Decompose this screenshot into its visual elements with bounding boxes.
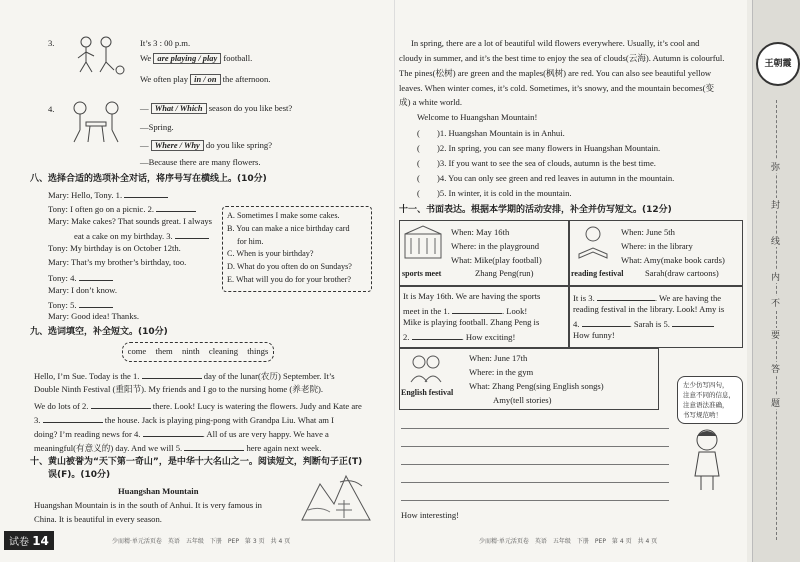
- word-cleaning: cleaning: [208, 346, 239, 356]
- q3-line3-a: We often play: [140, 74, 188, 84]
- passage-cont-4: leaves. When winter comes, it’s cold. Sometimes, it’s snowy, and the mountain becomes(变: [399, 83, 715, 93]
- q4-line3-dash: —: [140, 140, 149, 150]
- text2-line-1: It is 3. . We are having the: [573, 293, 722, 303]
- text1-line-1: It is May 16th. We are having the sports: [403, 291, 541, 301]
- card1-what: What: Mike(play football): [451, 255, 542, 265]
- card2-where: Where: in the library: [621, 241, 693, 251]
- tf-item-5[interactable]: ( )5. In winter, it is cold in the mountain.: [417, 188, 572, 198]
- q3-choice-box-2[interactable]: in / on: [190, 74, 220, 85]
- section11-title: 十一、书面表达。根据本学期的活动安排，补全并仿写短文。(12分): [399, 205, 672, 215]
- card2-what2: Sarah(draw cartoons): [645, 268, 719, 278]
- mountain-pine-figure: [300, 470, 372, 522]
- card3-when: When: June 17th: [469, 353, 528, 363]
- section10-title-1: 十、黄山被誉为“天下第一奇山”，是中华十大名山之一。阅读短文，判断句子正(T): [30, 457, 363, 467]
- paper-tag: [4, 531, 54, 550]
- card3-what2: Amy(tell stories): [493, 395, 552, 405]
- paper-tag-number: 14: [32, 534, 49, 548]
- passage-line-1: Huangshan Mountain is in the south of Anhui. It is very famous in: [34, 500, 262, 510]
- card2-label: reading festival: [571, 269, 624, 278]
- s8-option-d: D. What do you often do on Sundays?: [227, 262, 352, 272]
- football-kids-figure: [68, 34, 128, 76]
- seal-char-6: 要: [771, 328, 780, 341]
- q4-choice-box-1[interactable]: What / Which: [151, 103, 207, 114]
- left-footer-text: 少而精·单元活页卷 英语 五年级 下册 PEP 第 3 页 共 4 页: [112, 538, 291, 545]
- section8-title: 八、选择合适的选项补全对话，将序号写在横线上。(10分): [30, 174, 267, 184]
- s9-line-6: meaningful(有意义的) day. And we will 5. here again next week.: [34, 443, 322, 453]
- section9-title: 九、选词填空，补全短文。(10分): [30, 327, 168, 337]
- s9-line-4: 3. the house. Jack is playing ping-pong with Grandpa Liu. What am I: [34, 415, 334, 425]
- word-them: them: [155, 346, 173, 356]
- s9-blank-5[interactable]: [184, 441, 244, 451]
- s8-option-b2: for him.: [237, 236, 264, 246]
- s8-blank-4[interactable]: [79, 271, 113, 281]
- text1-line-4: 2. . How exciting!: [403, 332, 516, 342]
- s9-blank-4[interactable]: [143, 427, 203, 437]
- tf-item-1[interactable]: ( )1. Huangshan Mountain is in Anhui.: [417, 128, 565, 138]
- card1-when: When: May 16th: [451, 227, 510, 237]
- passage-cont-5: 成) a white world.: [399, 97, 463, 107]
- passage-line-2: China. It is beautiful in every season.: [34, 514, 162, 524]
- s8-line-2: Tony: I often go on a picnic. 2.: [48, 202, 196, 215]
- tf-item-4[interactable]: ( )4. You can only see green and red leaves in autumn in the mountain.: [417, 173, 675, 183]
- left-page: [0, 0, 394, 562]
- q4-line2: —Spring.: [140, 122, 174, 132]
- q3-choice-box-1[interactable]: are playing / play: [153, 53, 221, 64]
- s8-option-b: B. You can make a nice birthday card: [227, 223, 350, 233]
- seal-char-4: 内: [771, 270, 780, 283]
- table-kids-figure: [66, 98, 128, 146]
- seal-char-8: 题: [771, 396, 780, 409]
- binding-margin-strip: [752, 0, 800, 562]
- s8-line-5: Tony: My birthday is on October 12th.: [48, 243, 181, 253]
- s8-line-9: Tony: 5.: [48, 298, 113, 311]
- s8-blank-5[interactable]: [79, 298, 113, 308]
- q4-line3-b: do you like spring?: [205, 140, 273, 150]
- s9-blank-3[interactable]: [43, 413, 103, 423]
- q4-line4: —Because there are many flowers.: [140, 157, 261, 167]
- q4-line1: [140, 103, 292, 114]
- card3-what: What: Zhang Peng(sing English songs): [469, 381, 604, 391]
- word-things: things: [247, 346, 269, 356]
- text1-blank-1[interactable]: [452, 304, 502, 314]
- q3-line2: [140, 53, 252, 64]
- s8-option-e: E. What will you do for your brother?: [227, 274, 351, 284]
- s9-blank-2[interactable]: [91, 399, 151, 409]
- english-festival-icon: [405, 352, 445, 384]
- card2-when: When: June 5th: [621, 227, 675, 237]
- s8-blank-1[interactable]: [124, 188, 168, 198]
- seal-char-3: 线: [771, 234, 780, 247]
- q3-line3-b: the afternoon.: [222, 74, 271, 84]
- tf-item-2[interactable]: ( )2. In spring, you can see many flowers in Huangshan Mountain.: [417, 143, 661, 153]
- passage-cont-1: In spring, there are a lot of beautiful wild flowers everywhere. Usually, it’s cool and: [411, 38, 700, 48]
- seal-char-7: 答: [771, 362, 780, 375]
- text2-line-4: How funny!: [573, 330, 615, 340]
- s8-line-8: Mary: I don’t know.: [48, 285, 117, 295]
- tf-item-3[interactable]: ( )3. If you want to see the sea of clouds, autumn is the best time.: [417, 158, 656, 168]
- s9-line-2: Double Ninth Festival (重阳节). My friends and I go to the nursing home (养老院).: [34, 384, 324, 394]
- right-footer-text: 少而精·单元活页卷 英语 五年级 下册 PEP 第 4 页 共 4 页: [479, 538, 658, 545]
- word-bank: [122, 342, 274, 362]
- s8-option-c: C. When is your birthday?: [227, 249, 314, 259]
- passage-title: Huangshan Mountain: [118, 486, 199, 496]
- text2-line-2: reading festival in the library. Look! Amy is: [573, 304, 725, 314]
- s9-blank-1[interactable]: [142, 369, 202, 379]
- writing-line-5[interactable]: [401, 500, 669, 501]
- writing-line-4[interactable]: [401, 482, 669, 483]
- s8-option-a: A. Sometimes I make some cakes.: [227, 211, 340, 220]
- text1-blank-2[interactable]: [412, 330, 462, 340]
- word-come: come: [127, 346, 147, 356]
- text1-line-3: Mike is playing football. Zhang Peng is: [403, 317, 540, 327]
- s8-line-1: Mary: Hello, Tony. 1.: [48, 188, 168, 201]
- brand-logo: [756, 42, 800, 86]
- writing-line-2[interactable]: [401, 446, 669, 447]
- paper-tag-label: 试卷: [9, 537, 29, 548]
- brand-logo-text: 王朝霞: [764, 59, 792, 69]
- text2-blank-4[interactable]: [582, 317, 630, 327]
- seal-char-5: 不: [771, 296, 780, 309]
- section10-title-2: 误(F)。(10分): [48, 470, 111, 480]
- s8-line-4: eat a cake on my birthday. 3.: [74, 229, 209, 242]
- writing-line-3[interactable]: [401, 464, 669, 465]
- sports-meet-icon: [403, 224, 443, 262]
- tip-line-4: 书写规范哟！: [683, 411, 722, 419]
- s8-blank-3[interactable]: [175, 229, 209, 239]
- ending-text: How interesting!: [401, 510, 459, 520]
- reading-festival-icon: [575, 224, 611, 260]
- card1-what2: Zhang Peng(run): [475, 268, 534, 278]
- q3-line2-b: football.: [223, 53, 253, 63]
- s8-blank-2[interactable]: [156, 202, 196, 212]
- writing-line-1[interactable]: [401, 428, 669, 429]
- s9-line-3: We do lots of 2. there. Look! Lucy is watering the flowers. Judy and Kate are: [34, 401, 362, 411]
- tip-line-3: 注意语法准确，: [683, 401, 729, 409]
- q3-line3: [140, 74, 270, 85]
- card3-label: English festival: [401, 388, 454, 397]
- s8-line-7: Tony: 4.: [48, 271, 113, 284]
- card2-what: What: Amy(make book cards): [621, 255, 725, 265]
- seal-char-1: 弥: [771, 160, 780, 173]
- s8-options-box: [222, 206, 372, 292]
- card1-label: sports meet: [402, 269, 442, 278]
- q4-choice-box-2[interactable]: Where / Why: [151, 140, 204, 151]
- card1-where: Where: in the playground: [451, 241, 540, 251]
- passage-cont-6: Welcome to Huangshan Mountain!: [417, 112, 538, 122]
- tip-line-2: 注意不同的信息，: [683, 391, 735, 399]
- text2-line-3: 4. . Sarah is 5.: [573, 317, 714, 330]
- seal-char-2: 封: [771, 198, 780, 211]
- tip-bubble: [677, 376, 743, 424]
- s8-line-3: Mary: Make cakes? That sounds great. I always: [48, 216, 213, 226]
- s9-line-5: doing? I’m reading news for 4. . All of us are very happy. We have a: [34, 429, 329, 439]
- q3-number: 3.: [48, 38, 55, 48]
- q3-line2-a: We: [140, 53, 152, 63]
- q4-line1-dash: —: [140, 103, 149, 113]
- text2-blank-5[interactable]: [672, 317, 714, 327]
- passage-cont-2: cloudy in summer, and it’s the best time to enjoy the sea of clouds(云海). Autumn is colourful.: [399, 53, 725, 63]
- text1-line-2: meet in the 1. . Look!: [403, 306, 528, 316]
- q4-line3: [140, 140, 272, 151]
- s8-line-6: Mary: That’s my brother’s birthday, too.: [48, 257, 187, 267]
- s9-line-1: Hello, I’m Sue. Today is the 1. day of the lunar(农历) September. It’s: [34, 371, 335, 381]
- q4-number: 4.: [48, 104, 55, 114]
- card3-where: Where: in the gym: [469, 367, 534, 377]
- word-ninth: ninth: [181, 346, 200, 356]
- text2-blank-3[interactable]: [597, 291, 655, 301]
- q4-line1-b: season do you like best?: [208, 103, 293, 113]
- girl-figure: [687, 428, 727, 494]
- passage-cont-3: The pines(松树) are green and the maples(枫树) are red. You can also see beautiful yellow: [399, 68, 712, 78]
- tip-line-1: 左少仿写四句，: [683, 381, 729, 389]
- right-page: [394, 0, 747, 562]
- q3-time-line: It’s 3 : 00 p.m.: [140, 38, 191, 48]
- s8-line-10: Mary: Good idea! Thanks.: [48, 311, 140, 321]
